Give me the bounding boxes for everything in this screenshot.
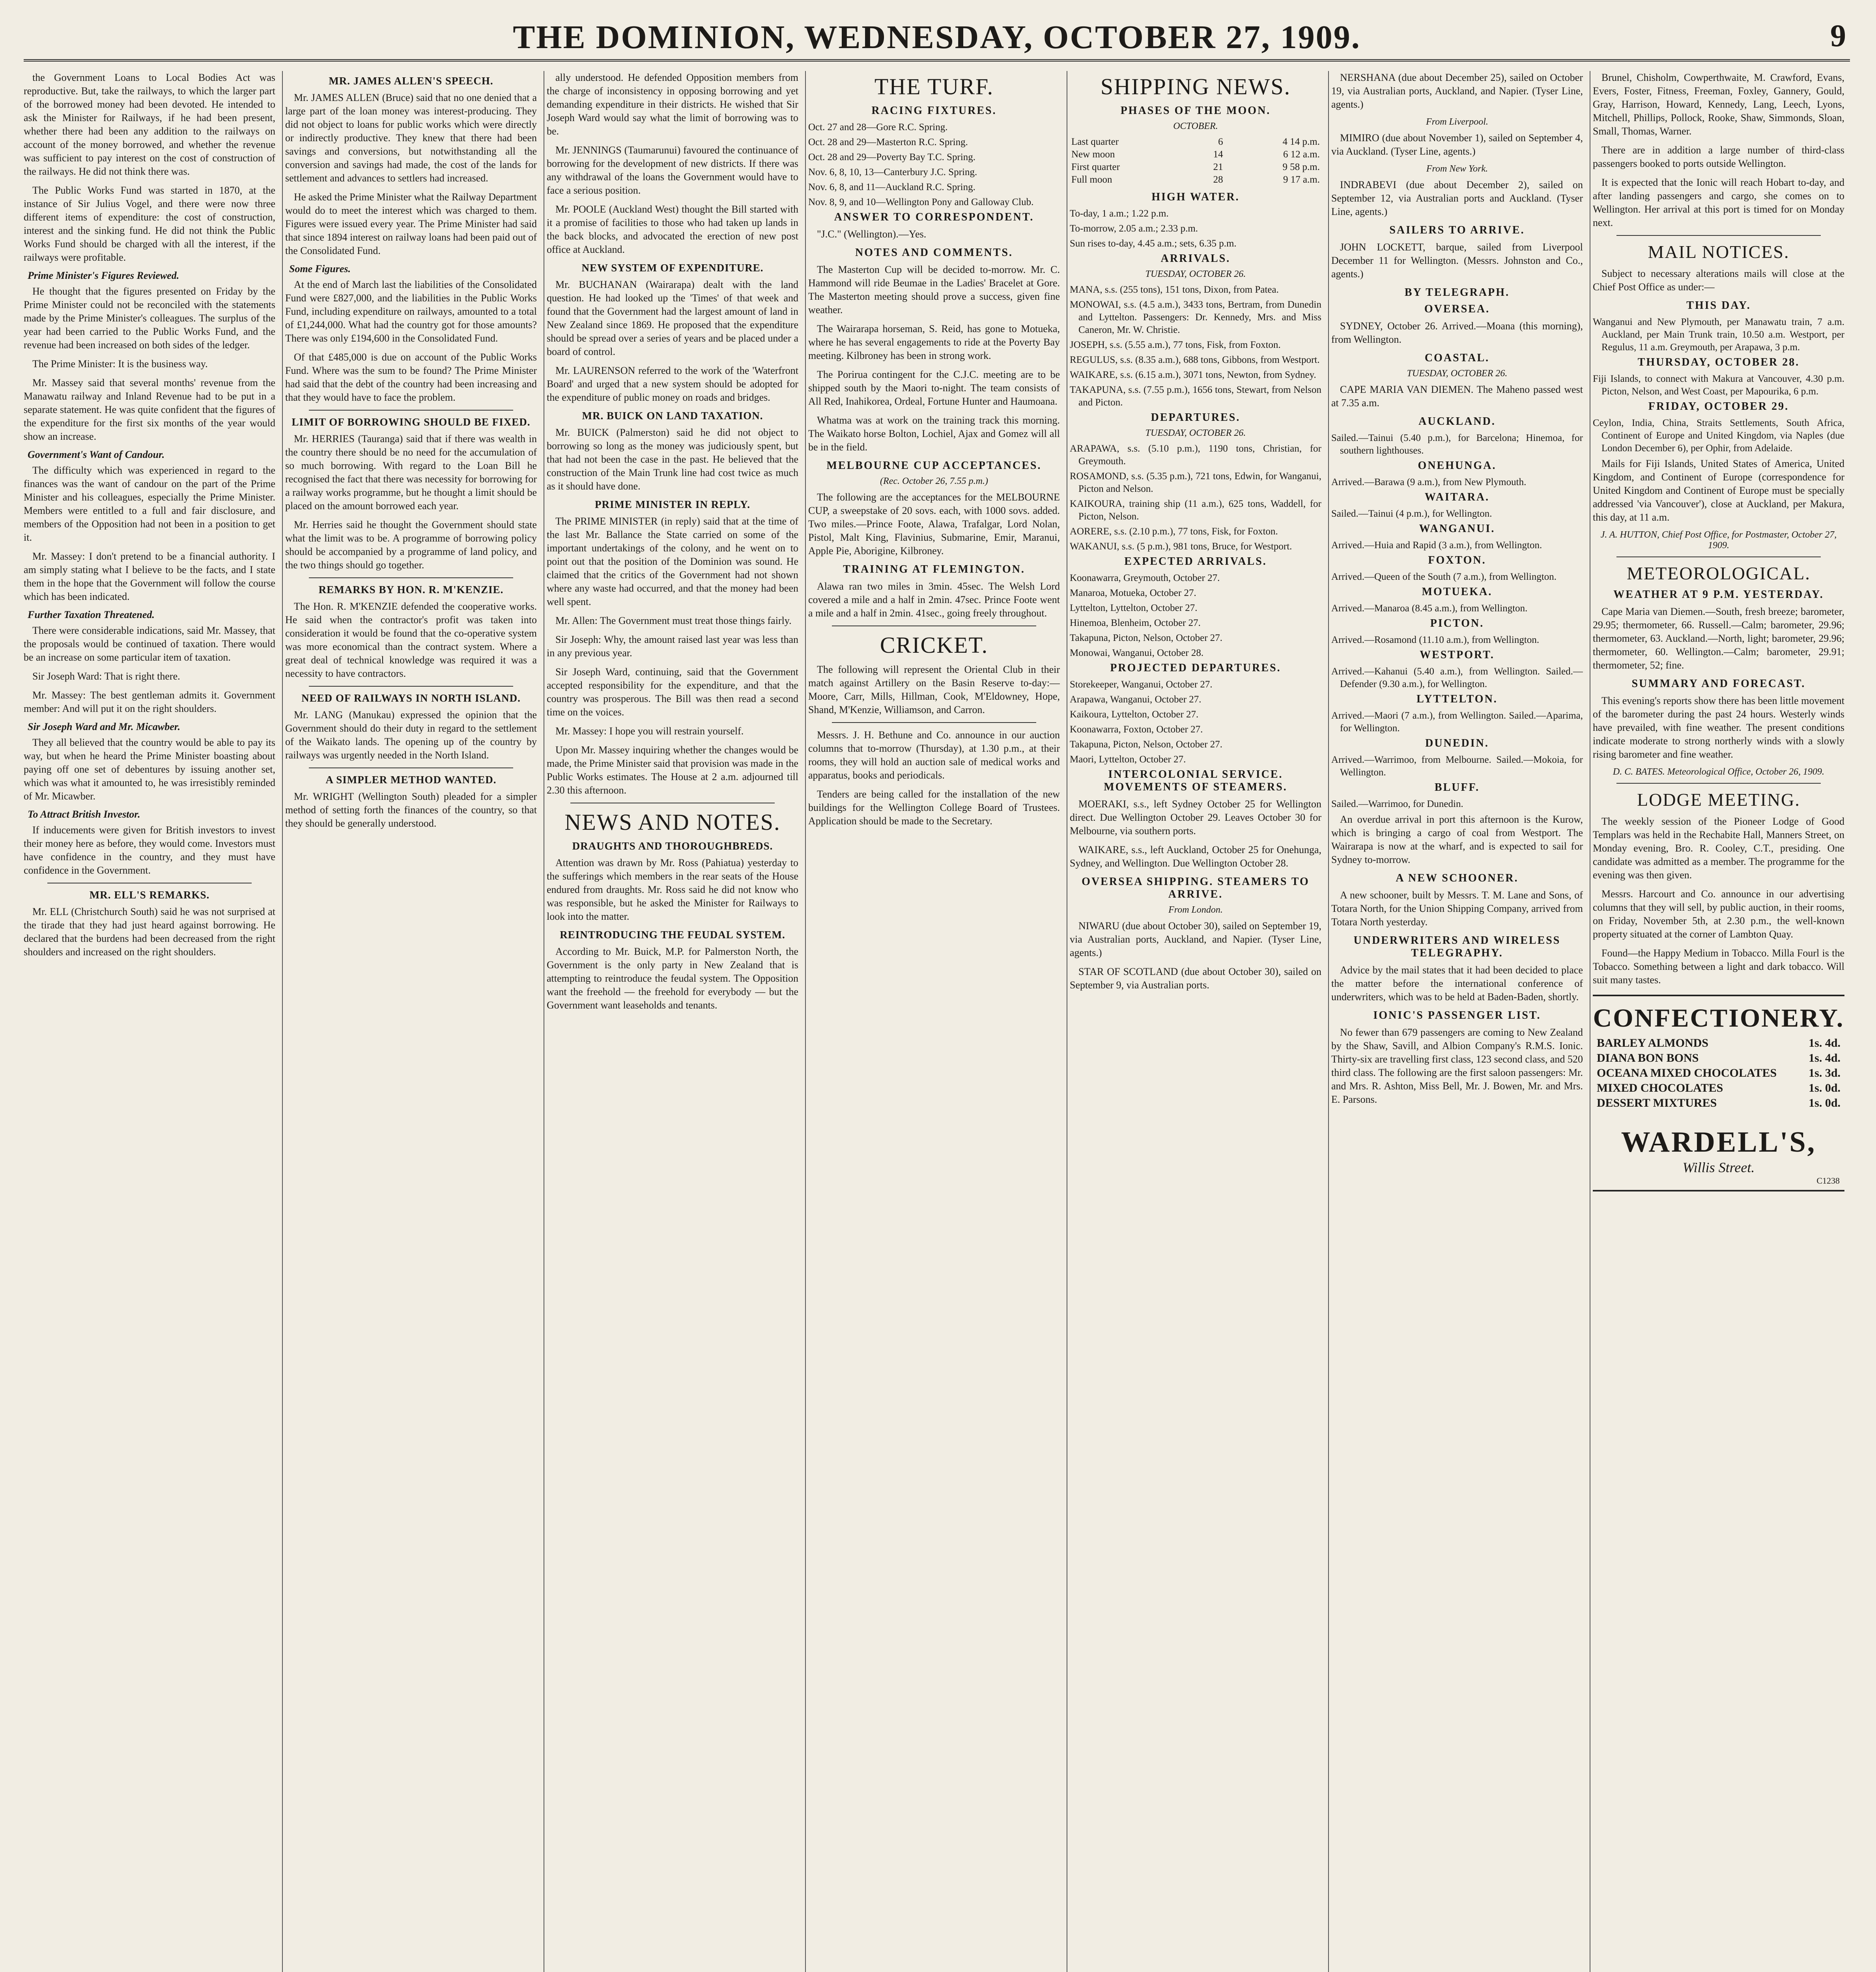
origin-label: From New York. [1426, 164, 1488, 174]
paragraph: NERSHANA (due about December 25), sailed on October 19, via Australian ports, Auckland, and Napier. (Tyser Line, agents.) [1331, 72, 1583, 110]
masthead [24, 16, 1850, 62]
ad-item [1597, 1096, 1840, 1110]
subsection-title: COASTAL. [1424, 352, 1490, 364]
article-heading: LIMIT OF BORROWING SHOULD BE FIXED. [291, 416, 531, 428]
arrival-entry: MONOWAI, s.s. (4.5 a.m.), 3433 tons, Bertram, from Dunedin and Lyttelton. Passengers: Dr. Kennedy, Mrs. and Miss Caneron, Mr. W. Christie. [1070, 299, 1321, 335]
ad-item-price: 1s. 0d. [1809, 1096, 1840, 1109]
article-heading: NEED OF RAILWAYS IN NORTH ISLAND. [301, 692, 521, 704]
paragraph: An overdue arrival in port this afternoon is the Kurow, which is bringing a cargo of coal from Westport. The Wairarapa is now at the wharf, and is expected to sail for Sydney to-morrow. [1331, 814, 1583, 865]
subheading: Some Figures. [289, 263, 351, 275]
moon-time: 4 14 p.m. [1282, 136, 1320, 147]
section-divider [309, 686, 513, 687]
mail-list [1593, 299, 1844, 455]
dateline: TUESDAY, OCTOBER 26. [1145, 428, 1246, 438]
fixture-item: Oct. 28 and 29—Poverty Bay T.C. Spring. [808, 152, 976, 162]
paragraph: Mr. BUICK (Palmerston) said he did not object to borrowing so long as the money was judiciously spent, but that had not been the case in the past. He believed that the construction of the Main Trunk line had cost twice as much as it should have done. [547, 427, 798, 492]
ad-item-name: DESSERT MIXTURES [1597, 1096, 1717, 1109]
fixture-item: Nov. 6, 8, 10, 13—Canterbury J.C. Spring. [808, 167, 977, 177]
column-1 [24, 71, 275, 1972]
subsection-title: OVERSEA. [1424, 303, 1490, 315]
departure-entry: AORERE, s.s. (2.10 p.m.), 77 tons, Fisk, for Foxton. [1070, 526, 1278, 537]
paragraph: Mr. Massey: The best gentleman admits it. Government member: And will put it on the right shoulders. [24, 689, 275, 714]
moon-table [1070, 136, 1321, 186]
paragraph: At the end of March last the liabilities of the Consolidated Fund were £827,000, and the liabilities in the Public Works Fund, including expenditure on railways, amounted to a total of £1,244,000. What had the country got for those amounts? There was only £194,600 in the Consolidated Fund. [285, 279, 537, 344]
mail-entry: Ceylon, India, China, Straits Settlements, South Africa, Continent of Europe and United Kingdom, via Naples (due London December 6), per Ophir, from Adelaide. [1593, 418, 1844, 454]
ad-street: Willis Street. [1682, 1160, 1755, 1175]
paragraph: There are in addition a large number of third-class passengers booked to ports outside Wellington. [1593, 144, 1844, 169]
article-heading: NEW SYSTEM OF EXPENDITURE. [581, 262, 764, 274]
expected-arrival-entry: Koonawarra, Greymouth, October 27. [1070, 573, 1220, 583]
paragraph: Mr. POOLE (Auckland West) thought the Bill started with it a promise of facilities to those who had taken up lands in the back blocks, and advocated the erection of new post office at Auckland. [547, 204, 798, 255]
article-heading: REINTRODUCING THE FEUDAL SYSTEM. [560, 929, 785, 941]
subheading: Sir Joseph Ward and Mr. Micawber. [28, 721, 180, 732]
section-title: MAIL NOTICES. [1648, 242, 1790, 262]
paragraph: There were considerable indications, said Mr. Massey, that the proposals would be continued of taxation. There would be an increase on some particular item of taxation. [24, 625, 275, 663]
fixture-item: Oct. 28 and 29—Masterton R.C. Spring. [808, 137, 968, 148]
origin-label: From Liverpool. [1426, 117, 1488, 127]
article-heading: MR. JAMES ALLEN'S SPEECH. [329, 75, 493, 87]
paragraph: The following are the acceptances for the MELBOURNE CUP, a sweepstake of 20 sovs. each, with 1000 sovs. added. Two miles.—Prince Foote, Alawa, Trafalgar, Lord Nolan, Pistol, Malt King, Flavinius, Submarine, Emir, Maranui, Apple Pie, Aborigine, Kilbroney. [808, 491, 1060, 556]
expected-arrival-entry: Takapuna, Picton, Nelson, October 27. [1070, 633, 1223, 643]
paragraph: Mr. Massey: I don't pretend to be a financial authority. I am simply stating what I believe to be the facts, and I state them in the hope that the Government will follow the course which has been indicated. [24, 551, 275, 602]
paragraph: Mr. JAMES ALLEN (Bruce) said that no one denied that a large part of the loan money was interest-producing. They did not object to loans for public works which were directly or indirectly productive. They knew that there had been savings and conversions, but notwithstanding all the conversion and savings had made, the cost of the lands for settlement and advances to settlers had increased. [285, 92, 537, 184]
subsection-title: SUMMARY AND FORECAST. [1631, 678, 1806, 690]
paragraph: Brunel, Chisholm, Cowperthwaite, M. Crawford, Evans, Evers, Foster, Fitness, Freeman, Foxley, Gannery, Gould, Gray, Harrison, Howard, Kennedy, Lang, Leech, Lyons, Mitchell, Phillips, Pollock, Rooke, Shaw, Simmonds, Sloan, Small, Thomas, Warner. [1593, 72, 1844, 137]
ad-item-price: 1s. 0d. [1809, 1081, 1840, 1094]
subsection-title: MELBOURNE CUP ACCEPTANCES. [826, 459, 1042, 472]
origin-label: From London. [1168, 905, 1223, 915]
paragraph: The weekly session of the Pioneer Lodge of Good Templars was held in the Rechabite Hall, Manners Street, on Monday evening, Bro. R. Cooley, C.T., presiding. One candidate was admitted as a member. The programme for the evening was then given. [1593, 816, 1844, 881]
subheading: To Attract British Investor. [28, 809, 140, 820]
subsection-title: TRAINING AT FLEMINGTON. [843, 563, 1025, 575]
section-title: CRICKET. [880, 632, 988, 658]
departure-entry: ROSAMOND, s.s. (5.35 p.m.), 721 tons, Edwin, for Wanganui, Picton and Nelson. [1070, 471, 1321, 494]
ad-code: C1238 [1816, 1176, 1840, 1186]
paragraph: Alawa ran two miles in 3min. 45sec. The Welsh Lord covered a mile and a half in 2min. 47sec. Prince Foote went a mile and a half in 2min. 41sec., going freely throughout. [808, 581, 1060, 619]
port-report: Sailed.—Tainui (4 p.m.), for Wellington. [1331, 508, 1492, 519]
section-divider [1616, 556, 1821, 557]
paragraph: The Prime Minister: It is the business way. [32, 358, 208, 370]
port-report: Arrived.—Manaroa (8.45 a.m.), from Wellington. [1331, 603, 1528, 614]
paragraph: They all believed that the country would be able to pay its way, but when he heard the Prime Minister boasting about paying off one set of debentures by issuing another set, which was what it amounted to, he was irresistibly reminded of Mr. Micawber. [24, 737, 275, 802]
article-heading: MR. ELL'S REMARKS. [89, 889, 210, 901]
paragraph: Mr. Massey: I hope you will restrain yourself. [555, 725, 744, 737]
paragraph: Mr. LANG (Manukau) expressed the opinion that the Government should do their duty in regard to the settlement of the Waikato lands. The opening up of the country by railways was urgently needed in the North Island. [285, 709, 537, 761]
paragraph: MIMIRO (due about November 1), sailed on September 4, via Auckland. (Tyser Line, agents.) [1331, 132, 1583, 157]
moon-row [1070, 161, 1321, 174]
section-divider [1616, 783, 1821, 784]
expected-arrival-entry: Hinemoa, Blenheim, October 27. [1070, 618, 1201, 628]
port-name: MOTUEKA. [1422, 586, 1493, 598]
paragraph: Mr. HERRIES (Tauranga) said that if there was wealth in the country there should be no need for the accumulation of so much borrowing. With regard to the Loan Bill he recognised the fact that there was necessity for borrowing for a railway works programme, but he thought a limit should be placed on the amount borrowed each year. [285, 433, 537, 512]
paragraph: Tenders are being called for the installation of the new buildings for the Wellington College Board of Trustees. Application should be made to the Secretary. [808, 788, 1060, 827]
subsection-title: RACING FIXTURES. [871, 105, 997, 117]
section-title: SHIPPING NEWS. [1100, 74, 1291, 99]
paragraph: It is expected that the Ionic will reach Hobart to-day, and after landing passengers and cargo, she comes on to Wellington. Her arrival at this port is timed for on Monday next. [1593, 177, 1844, 228]
section-title: NEWS AND NOTES. [564, 809, 781, 835]
paragraph: JOHN LOCKETT, barque, sailed from Liverpool December 11 for Wellington. (Messrs. Johnston and Co., agents.) [1331, 241, 1583, 280]
projected-list [1070, 678, 1321, 766]
port-report: Arrived.—Huia and Rapid (3 a.m.), from Wellington. [1331, 540, 1542, 551]
subsection-title: NOTES AND COMMENTS. [855, 246, 1013, 259]
section-divider [1616, 235, 1821, 236]
expected-arrival-entry: Lyttelton, Lyttelton, October 27. [1070, 603, 1198, 613]
column-2 [285, 71, 537, 1972]
article-heading: A SIMPLER METHOD WANTED. [325, 774, 497, 786]
port-name: DUNEDIN. [1425, 737, 1489, 749]
paragraph: STAR OF SCOTLAND (due about October 30), sailed on September 9, via Australian ports. [1070, 966, 1321, 991]
article-heading: MR. BUICK ON LAND TAXATION. [582, 410, 763, 422]
paragraph: ally understood. He defended Opposition members from the charge of inconsistency in opposing borrowing and yet demanding expenditure in their districts. He wished that Sir Joseph Ward would say what the limit of borrowing was to be. [547, 72, 798, 137]
column-rule [282, 71, 283, 1972]
paragraph: Subject to necessary alterations mails will close at the Chief Post Office as under:— [1593, 268, 1844, 293]
subsection-title: HIGH WATER. [1151, 191, 1240, 203]
subsection-title: BY TELEGRAPH. [1404, 286, 1510, 299]
paragraph: "J.C." (Wellington).—Yes. [817, 228, 927, 240]
moon-row [1070, 136, 1321, 148]
paragraph: According to Mr. Buick, M.P. for Palmerston North, the Government is the only party in New Zealand that is attempting to reintroduce the feudal system. The Opposition want the freehold — the freehold for everybody — but the Government want leaseholds and tenants. [547, 946, 798, 1011]
paragraph: Sir Joseph Ward: That is right there. [32, 670, 180, 682]
mail-day: FRIDAY, OCTOBER 29. [1648, 400, 1789, 413]
column-rule [805, 71, 806, 1972]
signoff: J. A. HUTTON, Chief Post Office, for Postmaster, October 27, 1909. [1600, 530, 1837, 551]
mail-entry: Fiji Islands, to connect with Makura at Vancouver, 4.30 p.m. Picton, Nelson, and West Coast, per Mapourika, 6 p.m. [1593, 373, 1844, 397]
ad-item-name: MIXED CHOCOLATES [1597, 1081, 1723, 1094]
ad-item [1597, 1081, 1840, 1095]
paragraph: He thought that the figures presented on Friday by the Prime Minister could not be reconciled with the statements made by the Prime Minister's colleagues. The surplus of the year had been carried to the Public Works Fund, and the revenue had been increased on both sides of the ledger. [24, 286, 275, 351]
port-name: FOXTON. [1428, 554, 1486, 566]
projected-departure-entry: Maori, Lyttelton, October 27. [1070, 754, 1186, 765]
paragraph: Found—the Happy Medium in Tobacco. Milla Fourl is the Tobacco. Something between a light and dark tobacco. Will suit many tastes. [1593, 947, 1844, 986]
fixture-item: Nov. 6, 8, and 11—Auckland R.C. Spring. [808, 182, 975, 192]
arrivals-list [1070, 284, 1321, 409]
port-name: WANGANUI. [1419, 523, 1495, 535]
subsection-title: ARRIVALS. [1160, 252, 1231, 265]
newspaper-page [24, 16, 1850, 1972]
moon-row [1070, 174, 1321, 186]
subsection-title: WEATHER AT 9 P.M. YESTERDAY. [1613, 588, 1824, 601]
port-report: Arrived.—Queen of the South (7 a.m.), from Wellington. [1331, 571, 1557, 582]
port-report: Arrived.—Maori (7 a.m.), from Wellington. Sailed.—Aparima, for Wellington. [1331, 710, 1583, 734]
subheading: Further Taxation Threatened. [28, 609, 155, 620]
paragraph: NIWARU (due about October 30), sailed on September 19, via Australian ports, Auckland, and Napier. (Tyser Line, agents.) [1070, 920, 1321, 958]
port-report: Sailed.—Tainui (5.40 p.m.), for Barcelona; Hinemoa, for southern lighthouses. [1331, 433, 1583, 456]
subsection-title: EXPECTED ARRIVALS. [1124, 555, 1267, 568]
paragraph: Mr. WRIGHT (Wellington South) pleaded for a simpler method of setting forth the finances of the country, so that they should be generally understood. [285, 791, 537, 829]
ad-brand: WARDELL'S, [1621, 1126, 1816, 1158]
ad-item [1597, 1066, 1840, 1080]
moon-time: 9 17 a.m. [1283, 174, 1320, 185]
arrival-entry: TAKAPUNA, s.s. (7.55 p.m.), 1656 tons, Stewart, from Nelson and Picton. [1070, 385, 1321, 408]
port-report: Arrived.—Rosamond (11.10 a.m.), from Wellington. [1331, 635, 1540, 645]
subsection-title: DEPARTURES. [1151, 411, 1241, 424]
port-name: LYTTELTON. [1416, 693, 1498, 705]
confectionery-advertisement [1593, 995, 1844, 1191]
paragraph: Mr. ELL (Christchurch South) said he was not surprised at the tirade that they had just heard against borrowing. He declared that the burdens had been decreased from the right shoulders and increased on the right shoulders. [24, 906, 275, 958]
ad-item-price: 1s. 4d. [1809, 1051, 1840, 1064]
port-name: BLUFF. [1434, 781, 1480, 794]
moon-day: 6 [1218, 136, 1223, 147]
high-water-tomorrow: To-morrow, 2.05 a.m.; 2.33 p.m. [1070, 223, 1198, 234]
paragraph: A new schooner, built by Messrs. T. M. Lane and Sons, of Totara North, for the Union Shipping Company, arrived from Totara North yesterday. [1331, 889, 1583, 928]
moon-time: 6 12 a.m. [1283, 149, 1320, 160]
subsection-title: UNDERWRITERS AND WIRELESS TELEGRAPHY. [1353, 934, 1561, 959]
moon-month: OCTOBER. [1173, 121, 1218, 131]
departure-entry: ARAPAWA, s.s. (5.10 p.m.), 1190 tons, Christian, for Greymouth. [1070, 443, 1321, 467]
projected-departure-entry: Koonawarra, Foxton, October 27. [1070, 724, 1203, 735]
port-name: AUCKLAND. [1418, 415, 1496, 428]
subsection-title: PROJECTED DEPARTURES. [1110, 662, 1281, 674]
paragraph: Sir Joseph Ward, continuing, said that the Government accepted responsibility for the expenditure, and that the country was prosperous. The Bill was then read a second time on the voices. [547, 666, 798, 718]
sun-times: Sun rises to-day, 4.45 a.m.; sets, 6.35 p.m. [1070, 238, 1237, 249]
column-5 [1070, 71, 1321, 1972]
moon-phase: Full moon [1071, 174, 1112, 185]
paragraph: Upon Mr. Massey inquiring whether the changes would be made, the Prime Minister said that provision was made in the Public Works estimates. The House at 2 a.m. adjourned till 2.30 this afternoon. [547, 744, 798, 796]
port-name: PICTON. [1430, 617, 1484, 629]
ports-list [1331, 415, 1583, 810]
ad-item-price: 1s. 4d. [1809, 1036, 1840, 1049]
paragraph: Mr. Allen: The Government must treat those things fairly. [555, 615, 792, 626]
section-divider [309, 577, 513, 578]
ad-item-name: DIANA BON BONS [1597, 1051, 1699, 1064]
paragraph: the Government Loans to Local Bodies Act was reproductive. But, take the railways, to which the larger part of the borrowed money had been devoted. He intended to ask the Minister for Railways, if he had been present, whether there had been any addition to the railways on account of the money borrowed, and whether the revenue was sufficient to pay interest on the cost of construction of the railways. He did not think there was. [24, 72, 275, 177]
paragraph: CAPE MARIA VAN DIEMEN. The Maheno passed west at 7.35 a.m. [1331, 384, 1583, 409]
section-title: THE TURF. [874, 74, 994, 99]
departure-entry: WAKANUI, s.s. (5 p.m.), 981 tons, Bruce, for Westport. [1070, 541, 1292, 552]
paragraph: Mails for Fiji Islands, United States of America, United Kingdom, and Continent of Europe (correspondence for United Kingdom and Continent of Europe must be specially addressed 'via Vancouver'), close at Auckland, per Makura, this day, at 11 a.m. [1593, 458, 1844, 523]
expected-list [1070, 572, 1321, 659]
dateline: TUESDAY, OCTOBER 26. [1407, 368, 1508, 379]
paragraph: Mr. Massey said that several months' revenue from the Manawatu railway and Inland Revenue had to be put in a separate statement. He was quite confident that the figures of the expenditure for the first six months of the year would show an increase. [24, 377, 275, 442]
subsection-title: IONIC'S PASSENGER LIST. [1373, 1009, 1541, 1021]
paragraph: No fewer than 679 passengers are coming to New Zealand by the Shaw, Savill, and Albion Company's R.M.S. Ionic. Thirty-six are travelling first class, 123 second class, and 520 third class. The following are the first saloon passengers: Mr. and Mrs. R. Ashton, Miss Bell, Mr. J. Bowen, Mr. and Mrs. E. Parsons. [1331, 1027, 1583, 1105]
ad-item [1597, 1051, 1840, 1065]
arrival-entry: WAIKARE, s.s. (6.15 a.m.), 3071 tons, Newton, from Sydney. [1070, 370, 1316, 380]
paragraph: Mr. JENNINGS (Taumarunui) favoured the continuance of borrowing for the development of new districts. If there was any withdrawal of the loans the Government would have to face a serious position. [547, 144, 798, 196]
subsection-title: OVERSEA SHIPPING. STEAMERS TO ARRIVE. [1082, 876, 1310, 900]
paragraph: Messrs. J. H. Bethune and Co. announce in our auction columns that to-morrow (Thursday), at 1.30 p.m., at their rooms, they will hold an auction sale of medical works and apparatus, books and periodicals. [808, 729, 1060, 781]
subheading: Government's Want of Candour. [28, 449, 165, 460]
column-3 [547, 71, 798, 1972]
expected-arrival-entry: Monowai, Wanganui, October 28. [1070, 648, 1204, 658]
paragraph: INDRABEVI (due about December 2), sailed on September 12, via Australian ports and Auckland. (Tyser Line, agents.) [1331, 179, 1583, 217]
moon-day: 14 [1213, 149, 1223, 160]
port-report: Arrived.—Barawa (9 a.m.), from New Plymouth. [1331, 477, 1527, 487]
fixture-item: Nov. 8, 9, and 10—Wellington Pony and Galloway Club. [808, 197, 1034, 207]
dateline: TUESDAY, OCTOBER 26. [1145, 269, 1246, 279]
section-title: METEOROLOGICAL. [1627, 563, 1811, 583]
paragraph: The PRIME MINISTER (in reply) said that at the time of the last Mr. Ballance the State carried on some of the important undertakings of the colony, and he went on to point out that the position of the Dominion was sound. He claimed that the critics of the Government had not shown where any waste had occurred, and that the money had been well spent. [547, 515, 798, 607]
port-name: WAITARA. [1424, 491, 1490, 503]
subsection-title: A NEW SCHOONER. [1396, 872, 1519, 884]
paragraph: Attention was drawn by Mr. Ross (Pahiatua) yesterday to the sufferings which members in the rear seats of the House endured from draughts. Mr. Ross said he did not know who was responsible, but he asked the Minister for Railways to look into the matter. [547, 857, 798, 922]
ad-item-name: BARLEY ALMONDS [1597, 1036, 1709, 1049]
paragraph: WAIKARE, s.s., left Auckland, October 25 for Onehunga, Sydney, and Wellington. Due Wellington October 28. [1070, 844, 1321, 869]
projected-departure-entry: Arapawa, Wanganui, October 27. [1070, 694, 1201, 705]
port-report: Arrived.—Kahanui (5.40 a.m.), from Wellington. Sailed.—Defender (9.30 a.m.), for Wellington. [1331, 666, 1583, 689]
paragraph: Mr. LAURENSON referred to the work of the 'Waterfront Board' and urged that a new system should be adopted for the expenditure of public money on roads and bridges. [547, 365, 798, 403]
fixtures-list [808, 121, 1060, 209]
paragraph: The following will represent the Oriental Club in their match against Artillery on the Basin Reserve to-day:—Moore, Carr, Mills, Hillman, Cook, M'Eldowney, Hope, Shand, M'Kenzie, Williamson, and Carron. [808, 664, 1060, 715]
section-divider [832, 722, 1036, 723]
moon-day: 28 [1213, 174, 1223, 185]
ad-item-price: 1s. 3d. [1809, 1066, 1840, 1079]
dateline: (Rec. October 26, 7.55 p.m.) [880, 476, 988, 486]
column-4 [808, 71, 1060, 1972]
article-heading: PRIME MINISTER IN REPLY. [594, 499, 751, 510]
section-title: LODGE MEETING. [1637, 790, 1800, 810]
paragraph: Mr. Herries said he thought the Government should state what the limit was to be. A programme of borrowing policy should be accompanied by a programme of land policy, and the two things should go together. [285, 519, 537, 571]
paragraph: Messrs. Harcourt and Co. announce in our advertising columns that they will sell, by public auction, in their rooms, on Friday, November 5th, at 2.30 p.m., the well-known property situated at the corner of Lambton Quay. [1593, 888, 1844, 940]
port-report: Sailed.—Warrimoo, for Dunedin. [1331, 799, 1463, 809]
fixture-item: Oct. 27 and 28—Gore R.C. Spring. [808, 122, 948, 133]
moon-phase: Last quarter [1071, 136, 1119, 147]
expected-arrival-entry: Manaroa, Motueka, October 27. [1070, 588, 1196, 598]
subheading: Prime Minister's Figures Reviewed. [28, 270, 179, 281]
mail-entry: Wanganui and New Plymouth, per Manawatu train, 7 a.m. Auckland, per Main Trunk train, 10.50 a.m. Westport, per Regulus, 11 a.m. Greymouth, per Arapawa, 3 p.m. [1593, 317, 1844, 353]
paragraph: Mr. BUCHANAN (Wairarapa) dealt with the land question. He had looked up the 'Times' of that week and found that the Government had the largest amount of land in New Zealand since 1869. He proposed that the expenditure should be spread over a series of years and be placed under a board of control. [547, 279, 798, 357]
departure-entry: KAIKOURA, training ship (11 a.m.), 625 tons, Waddell, for Picton, Nelson. [1070, 499, 1321, 522]
high-water-today: To-day, 1 a.m.; 1.22 p.m. [1070, 208, 1169, 219]
mail-day: THURSDAY, OCTOBER 28. [1637, 356, 1800, 368]
section-divider [309, 410, 513, 411]
paragraph: The Porirua contingent for the C.J.C. meeting are to be shipped south by the Maori to-night. The team consists of All Red, Inahikorea, Ordeal, Fortune Hunter and Haumoana. [808, 369, 1060, 407]
arrival-entry: JOSEPH, s.s. (5.55 a.m.), 77 tons, Fisk, from Foxton. [1070, 340, 1281, 350]
moon-phase: New moon [1071, 149, 1115, 160]
signoff: D. C. BATES. Meteorological Office, October 26, 1909. [1613, 767, 1825, 777]
moon-phase: First quarter [1071, 162, 1120, 172]
paragraph: Of that £485,000 is due on account of the Public Works Fund. Where was the sum to be found? The Prime Minister had said that the debt of the country had been increasing and that they would have to face the problem. [285, 351, 537, 403]
projected-departure-entry: Kaikoura, Lyttelton, October 27. [1070, 709, 1199, 720]
projected-departure-entry: Takapuna, Picton, Nelson, October 27. [1070, 739, 1223, 750]
paragraph: The difficulty which was experienced in regard to the finances was the want of candour on the part of the Prime Minister and his colleagues, especially the Prime Minister. Members were entitled to a full and fair disclosure, and members of the Opposition had not been in a position to get it. [24, 465, 275, 543]
departures-list [1070, 443, 1321, 553]
paragraph: MOERAKI, s.s., left Sydney October 25 for Wellington direct. Due Wellington October 29. Leaves October 30 for Melbourne, via southern ports. [1070, 798, 1321, 837]
column-7 [1593, 71, 1844, 1972]
port-report: Arrived.—Warrimoo, from Melbourne. Sailed.—Mokoia, for Wellington. [1331, 754, 1583, 778]
subsection-title: PHASES OF THE MOON. [1120, 105, 1271, 117]
port-name: WESTPORT. [1420, 649, 1495, 661]
arrival-entry: REGULUS, s.s. (8.35 a.m.), 688 tons, Gibbons, from Westport. [1070, 355, 1320, 365]
paragraph: Whatma was at work on the training track this morning. The Waikato horse Bolton, Lochiel, Ajax and Gomez will all be in the field. [808, 415, 1060, 453]
ad-item [1597, 1036, 1840, 1050]
moon-day: 21 [1213, 162, 1223, 172]
paragraph: Cape Maria van Diemen.—South, fresh breeze; barometer, 29.95; thermometer, 66. Russell.—Calm; barometer, 29.96; thermometer, 63. Auckland.—North, light; barometer, 29.96; thermometer, 60. Wellington.—Calm; barometer, 29.91; thermometer, 52; fine. [1593, 606, 1844, 671]
masthead-title: THE DOMINION, WEDNESDAY, OCTOBER 27, 1909. [513, 19, 1361, 56]
arrival-entry: MANA, s.s. (255 tons), 151 tons, Dixon, from Patea. [1070, 284, 1279, 295]
article-heading: REMARKS BY HON. R. M'KENZIE. [318, 584, 504, 596]
port-name: ONEHUNGA. [1418, 459, 1497, 472]
paragraph: He asked the Prime Minister what the Railway Department would do to meet the interest which was charged to them. Figures were issued every year. The Prime Minister had said that since 1894 interest on railway loans had been paid out of the Consolidated Fund. [285, 191, 537, 256]
page-number: 9 [1830, 19, 1846, 53]
paragraph: SYDNEY, October 26. Arrived.—Moana (this morning), from Wellington. [1331, 320, 1583, 345]
column-rule [1328, 71, 1329, 1972]
ad-item-list [1593, 1036, 1844, 1110]
ad-title: CONFECTIONERY. [1593, 1004, 1844, 1033]
paragraph: The Public Works Fund was started in 1870, at the instance of Sir Julius Vogel, and there were now three different items of expenditure: the cost of construction, interest and the sinking fund. He did not think the Public Works Fund should be charged with all the interest, if the railways were profitable. [24, 185, 275, 263]
paragraph: The Hon. R. M'KENZIE defended the cooperative works. He said when the contractor's profit was taken into consideration it would be found that the co-operative system was more economical than the contract system. Where a great deal of technical knowledge was required it was a necessity to have contractors. [285, 601, 537, 679]
subsection-title: ANSWER TO CORRESPONDENT. [834, 211, 1034, 223]
paragraph: The Masterton Cup will be decided to-morrow. Mr. C. Hammond will ride Beumae in the Ladies' Bracelet at Gore. The Masterton meeting should prove a success, given fine weather. [808, 264, 1060, 316]
paragraph: If inducements were given for British investors to invest their money here as before, they would come. Investors must have confidence in the country, and they must have confidence in the Government. [24, 824, 275, 876]
subsection-title: INTERCOLONIAL SERVICE. MOVEMENTS OF STEAMERS. [1104, 768, 1287, 793]
paragraph: Advice by the mail states that it had been decided to place the matter before the international conference of underwriters, which was to be held at Baden-Baden, shortly. [1331, 964, 1583, 1003]
moon-row [1070, 148, 1321, 161]
paragraph: The Wairarapa horseman, S. Reid, has gone to Motueka, where he has several engagements to ride at the Poverty Bay meeting. Kilbroney has been in strong work. [808, 323, 1060, 361]
ad-item-name: OCEANA MIXED CHOCOLATES [1597, 1066, 1777, 1079]
projected-departure-entry: Storekeeper, Wanganui, October 27. [1070, 679, 1213, 690]
mail-day: THIS DAY. [1686, 299, 1751, 312]
paragraph: This evening's reports show there has been little movement of the barometer during the past 24 hours. Westerly winds have prevailed, with fine weather. The present conditions indicate moderate to strong northerly winds with a slowly rising barometer and fine weather. [1593, 695, 1844, 760]
paragraph: Sir Joseph: Why, the amount raised last year was less than in any previous year. [547, 634, 798, 659]
moon-time: 9 58 p.m. [1282, 162, 1320, 172]
subsection-title: SAILERS TO ARRIVE. [1389, 224, 1525, 236]
article-heading: DRAUGHTS AND THOROUGHBREDS. [572, 840, 773, 852]
column-6 [1331, 71, 1583, 1972]
